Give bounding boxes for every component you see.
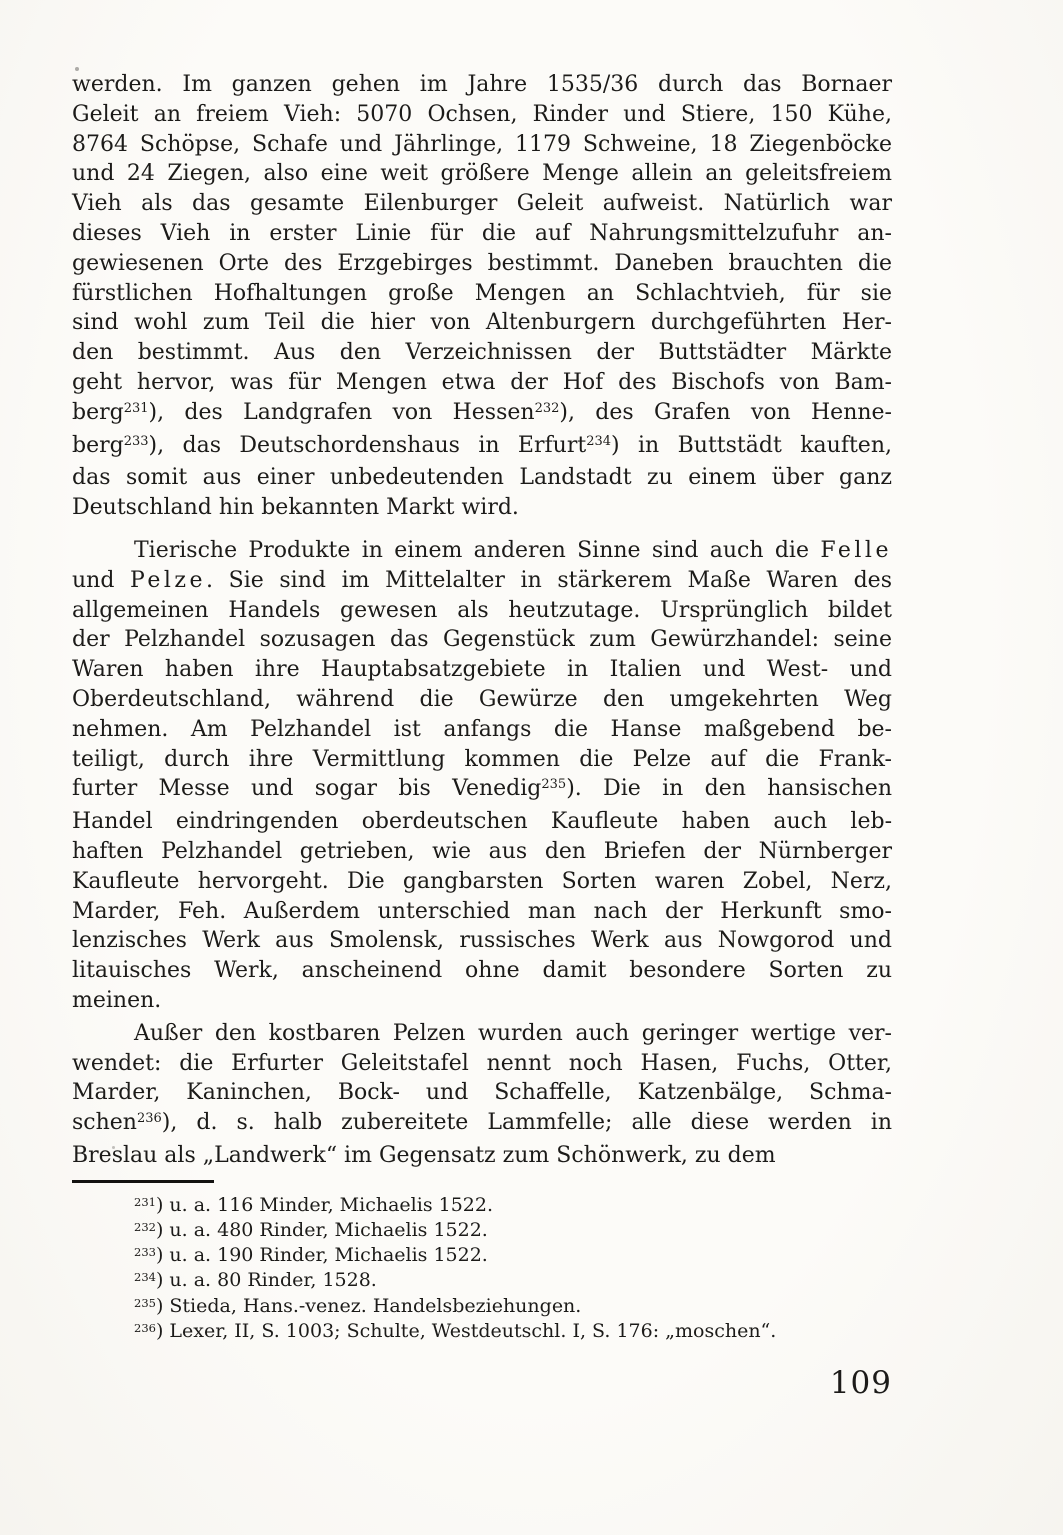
scan-speck [866,139,869,142]
footnote-ref: 231 [123,400,149,416]
page-number: 109 [829,1364,892,1401]
text-line: dieses Vieh in erster Linie für die auf Nahrungsmittelzufuhr an- [72,220,892,246]
footnote-block [72,1194,892,1345]
body-text [72,70,892,1171]
footnote-ref: 233 [134,1245,156,1260]
text-line: geht hervor, was für Mengen etwa der Hof des Bischofs von Bam- [72,369,892,395]
footnote: $^{236}$) Lexer, II, S. 1003; Schulte, Westdeutschl. I, S. 176: „moschen“. [134,1319,777,1342]
text-line: nehmen. Am Pelzhandel ist anfangs die Hanse maßgebend be- [72,716,892,742]
text-line: berg$^{231}$), des Landgrafen von Hessen$^{232}$), des Grafen von Henne- [72,399,892,425]
text-line: Tierische Produkte in einem anderen Sinne sind auch die Felle [134,537,892,563]
scan-speck [112,1146,115,1149]
text-line: Oberdeutschland, während die Gewürze den umgekehrten Weg [72,686,892,712]
text-line: Deutschland hin bekannten Markt wird. [72,495,519,521]
text-line: Marder, Kaninchen, Bock- und Schaffelle, Katzenbälge, Schma- [72,1080,892,1106]
footnote-separator [72,1180,214,1183]
footnote: $^{232}$) u. a. 480 Rinder, Michaelis 1522. [134,1218,488,1241]
footnote: $^{235}$) Stieda, Hans.-venez. Handelsbeziehungen. [134,1294,582,1317]
text-line: Geleit an freiem Vieh: 5070 Ochsen, Rinder und Stiere, 150 Kühe, [72,101,892,127]
emphasized-word: Pelze [130,567,207,593]
footnote: $^{233}$) u. a. 190 Rinder, Michaelis 1522. [134,1244,488,1267]
footnote-ref: 234 [134,1270,156,1285]
footnote-ref: 235 [134,1295,156,1310]
text-line: schen$^{236}$), d. s. halb zubereitete Lammfelle; alle diese werden in [72,1110,892,1136]
text-line: Außer den kostbaren Pelzen wurden auch geringer wertige ver- [134,1020,892,1046]
footnote-ref: 232 [134,1219,156,1234]
footnote-ref: 236 [136,1111,162,1127]
text-line: Marder, Feh. Außerdem unterschied man nach der Herkunft smo- [72,898,892,924]
text-line: das somit aus einer unbedeutenden Landstadt zu einem über ganz [72,465,892,491]
text-line: 8764 Schöpse, Schafe und Jährlinge, 1179 Schweine, 18 Ziegenböcke [72,131,892,157]
footnote-ref: 232 [534,400,560,416]
text-line: Handel eindringenden oberdeutschen Kaufleute haben auch leb- [72,809,892,835]
footnote-ref: 231 [134,1194,156,1209]
paragraph [72,536,892,1016]
paragraph [72,1019,892,1171]
footnote-ref: 236 [134,1320,156,1335]
text-line: der Pelzhandel sozusagen das Gegenstück zum Gewürzhandel: seine [72,627,892,653]
text-line: und Pelze. Sie sind im Mittelalter in stärkerem Maße Waren des [72,567,892,593]
text-line: und 24 Ziegen, also eine weit größere Menge allein an geleitsfreiem [72,161,892,187]
footnote: $^{234}$) u. a. 80 Rinder, 1528. [134,1269,377,1292]
text-line: meinen. [72,987,162,1013]
text-line: sind wohl zum Teil die hier von Altenburgern durchgeführten Her- [72,310,892,336]
text-line: lenzisches Werk aus Smolensk, russisches Werk aus Nowgorod und [72,928,892,954]
footnote-ref: 235 [541,777,567,793]
text-line: berg$^{233}$), das Deutschordenshaus in Erfurt$^{234}$) in Buttstädt kauften, [72,432,892,458]
text-line: allgemeinen Handels gewesen als heutzutage. Ursprünglich bildet [72,597,892,623]
text-line: haften Pelzhandel getrieben, wie aus den Briefen der Nürnberger [72,838,892,864]
text-line: Waren haben ihre Hauptabsatzgebiete in Italien und West- und [72,657,892,683]
footnote-ref: 233 [123,433,149,449]
text-line: werden. Im ganzen gehen im Jahre 1535/36 durch das Bornaer [72,72,892,97]
text-line: Kaufleute hervorgeht. Die gangbarsten Sorten waren Zobel, Nerz, [72,868,892,894]
text-line: gewiesenen Orte des Erzgebirges bestimmt. Daneben brauchten die [72,250,892,276]
text-line: Breslau als „Landwerk“ im Gegensatz zum Schönwerk, zu dem [72,1142,776,1168]
text-column [72,70,892,1401]
text-line: fürstlichen Hofhaltungen große Mengen an Schlachtvieh, für sie [72,280,892,306]
scan-speck [75,67,79,71]
text-line: wendet: die Erfurter Geleitstafel nennt noch Hasen, Fuchs, Otter, [72,1050,892,1076]
footnote: $^{231}$) u. a. 116 Minder, Michaelis 1522. [134,1193,493,1216]
text-line: litauisches Werk, anscheinend ohne damit besondere Sorten zu [72,958,892,984]
emphasized-word: Felle [820,537,892,563]
text-line: teiligt, durch ihre Vermittlung kommen die Pelze auf die Frank- [72,746,892,772]
text-line: Vieh als das gesamte Eilenburger Geleit aufweist. Natürlich war [72,191,892,217]
text-line: furter Messe und sogar bis Venedig$^{235}$). Die in den hansischen [72,776,892,802]
text-line: den bestimmt. Aus den Verzeichnissen der Buttstädter Märkte [72,340,892,366]
paragraph [72,70,892,523]
footnote-ref: 234 [586,433,612,449]
